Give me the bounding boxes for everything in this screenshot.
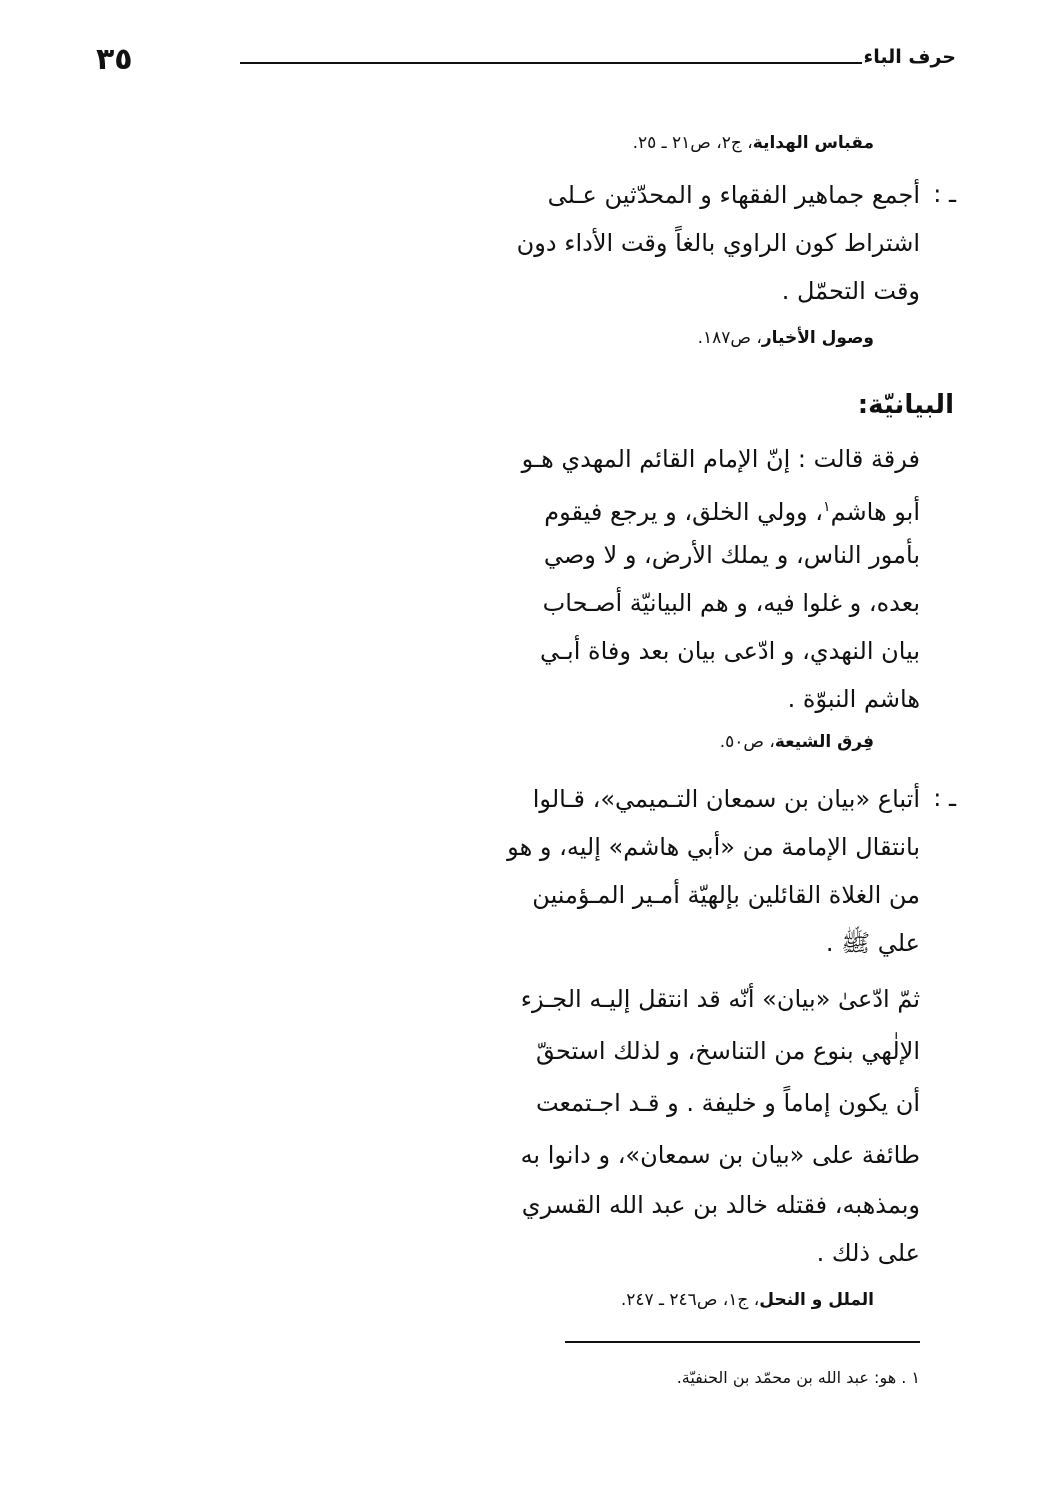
page-number: ٣٥ xyxy=(96,42,133,77)
section-heading: البيانيّة: xyxy=(857,390,954,420)
citation-3 xyxy=(720,732,874,752)
citation-details: ، ص١٨٧. xyxy=(697,328,762,348)
body-line: أتباع «بيان بن سمعان التـميمي»، قـالوا xyxy=(532,785,920,813)
citation-source: فِرق الشيعة xyxy=(774,732,874,752)
citation-2 xyxy=(698,328,874,348)
body-line: طائفة على «بيان بن سمعان»، و دانوا به xyxy=(520,1141,920,1169)
running-head: حرف الباء xyxy=(863,46,956,68)
body-line: وقت التحمّل . xyxy=(781,277,920,305)
citation-source: الملل و النحل xyxy=(759,1290,874,1310)
body-line: اشتراط كون الراوي بالغاً وقت الأداء دون xyxy=(516,229,920,257)
body-line: من الغلاة القائلين بإلهيّة أمـير المـؤمنين xyxy=(532,881,920,909)
body-line: ثمّ ادّعىٰ «بيان» أنّه قد انتقل إليـه الجـزء xyxy=(520,985,920,1013)
body-line: أن يكون إماماً و خليفة . و قـد اجـتمعت xyxy=(535,1089,920,1117)
body-line: وبمذهبه، فقتله خالد بن عبد الله القسري xyxy=(521,1191,920,1219)
footnote: ١ . هو: عبد الله بن محمّد بن الحنفيّة. xyxy=(676,1368,920,1387)
citation-source: وصول الأخيار xyxy=(761,328,874,348)
header-rule xyxy=(240,62,862,64)
body-line-with-footnote xyxy=(544,492,920,527)
page-header xyxy=(90,40,956,76)
body-line: الإلٰهي بنوع من التناسخ، و لذلك استحقّ xyxy=(536,1037,920,1065)
citation-details: ، ج٢، ص٢١ ـ ٢٥. xyxy=(632,133,753,153)
body-line: على ذلك . xyxy=(816,1239,920,1267)
body-line: بيان النهدي، و ادّعى بيان بعد وفاة أبـي xyxy=(540,637,920,665)
footnote-rule xyxy=(565,1341,920,1343)
body-line: هاشم النبوّة . xyxy=(787,685,920,713)
body-line: بأمور الناس، و يملك الأرض، و لا وصي xyxy=(543,541,920,569)
body-line: بعده، و غلوا فيه، و هم البيانيّة أصـحاب xyxy=(542,589,920,617)
body-line: علي ﷺ . xyxy=(825,929,920,957)
body-text: أبو هاشم xyxy=(830,498,920,526)
citation-details: ، ج١، ص٢٤٦ ـ ٢٤٧. xyxy=(620,1290,760,1310)
body-line: بانتقال الإمامة من «أبي هاشم» إليه، و هو xyxy=(507,833,920,861)
footnote-reference[interactable]: ١ xyxy=(823,499,831,515)
citation-details: ، ص٥٠. xyxy=(719,732,775,752)
body-line: أجمع جماهير الفقهاء و المحدّثين عـلى xyxy=(547,181,920,209)
entry-marker: ـ : xyxy=(933,180,956,208)
body-text: ، وولي الخلق، و يرجع فيقوم xyxy=(544,498,824,526)
citation-1 xyxy=(633,133,874,153)
entry-marker: ـ : xyxy=(933,784,956,812)
citation-source: مقباس الهداية xyxy=(752,133,874,153)
body-line: فرقة قالت : إنّ الإمام القائم المهدي هـو xyxy=(521,445,920,473)
citation-4 xyxy=(621,1290,874,1310)
